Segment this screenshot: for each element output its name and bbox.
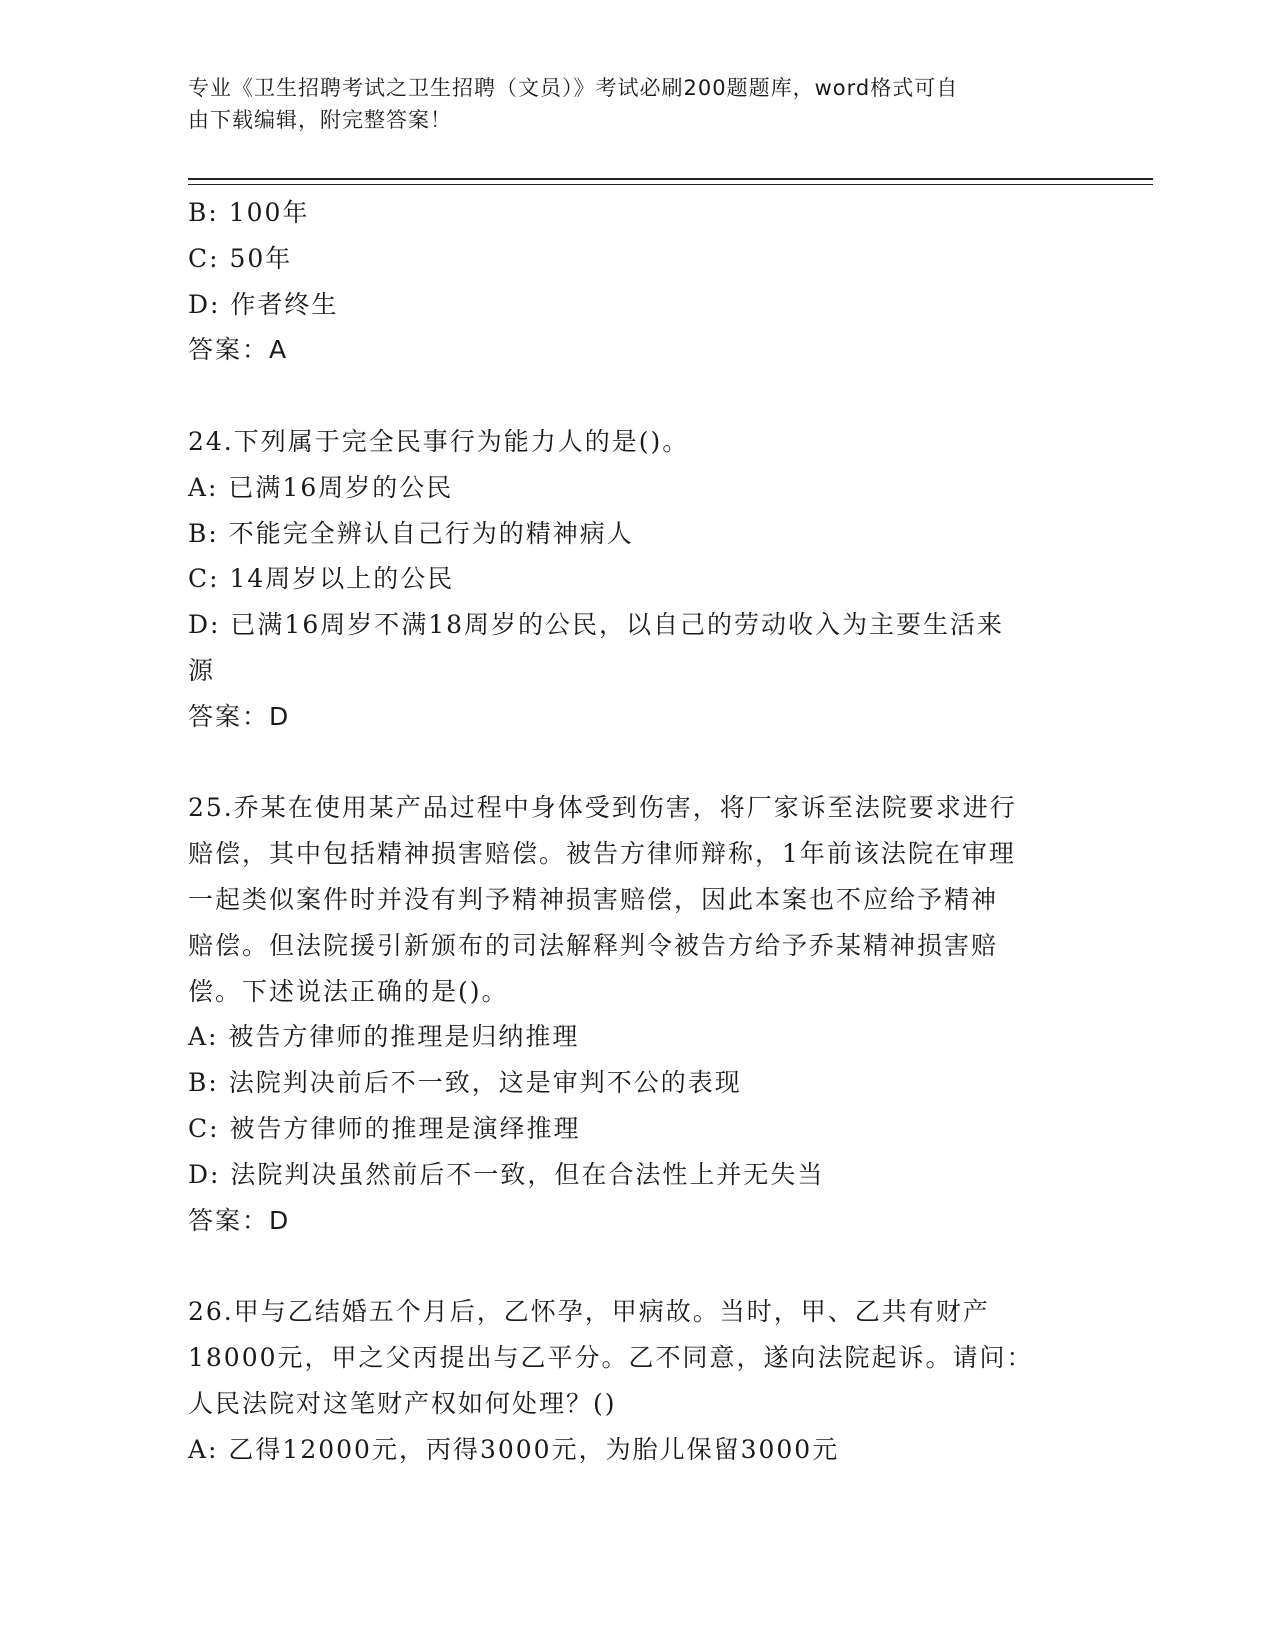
spacer — [188, 373, 1088, 419]
option-d: D: 法院判决虽然前后不一致，但在合法性上并无失当 — [188, 1159, 825, 1189]
option-d-continued: 源 — [188, 655, 216, 685]
question-stem-line-1: 26.甲与乙结婚五个月后，乙怀孕，甲病故。当时，甲、乙共有财产 — [188, 1297, 990, 1327]
question-stem-line-2: 18000元，甲之父丙提出与乙平分。乙不同意，遂向法院起诉。请问： — [188, 1342, 1034, 1372]
option-c: C: 14周岁以上的公民 — [188, 564, 455, 594]
answer-line: 答案：A — [188, 335, 289, 365]
question-stem-line-3: 人民法院对这笔财产权如何处理？() — [188, 1388, 617, 1418]
option-d: D: 作者终生 — [188, 289, 339, 319]
question-24 — [188, 419, 1088, 740]
question-stem-line-4: 赔偿。但法院援引新颁布的司法解释判令被告方给予乔某精神损害赔 — [188, 930, 999, 960]
header-line-1: 专业《卫生招聘考试之卫生招聘（文员）》考试必刷200题题库，word格式可自 — [188, 76, 959, 100]
spacer — [188, 1243, 1088, 1289]
question-stem: 24.下列属于完全民事行为能力人的是()。 — [188, 426, 690, 456]
question-list — [188, 190, 1088, 1472]
header-divider-thick — [188, 178, 1153, 180]
answer-line: 答案：D — [188, 1205, 291, 1235]
question-26 — [188, 1289, 1088, 1472]
option-b: B: 100年 — [188, 198, 310, 227]
option-d: D: 已满16周岁不满18周岁的公民，以自己的劳动收入为主要生活来 — [188, 610, 1005, 640]
question-23-continuation — [188, 190, 1088, 373]
question-stem-line-3: 一起类似案件时并没有判予精神损害赔偿，因此本案也不应给予精神 — [188, 884, 999, 914]
header-divider-thin — [188, 184, 1153, 185]
option-c: C: 被告方律师的推理是演绎推理 — [188, 1113, 581, 1143]
option-b: B: 法院判决前后不一致，这是审判不公的表现 — [188, 1068, 742, 1098]
option-a: A: 乙得12000元，丙得3000元，为胎儿保留3000元 — [188, 1434, 840, 1464]
question-25 — [188, 785, 1088, 1243]
question-stem-line-2: 赔偿，其中包括精神损害赔偿。被告方律师辩称，1年前该法院在审理 — [188, 839, 1016, 869]
option-b: B: 不能完全辨认自己行为的精神病人 — [188, 518, 634, 548]
document-header — [188, 72, 1088, 136]
question-stem-line-1: 25.乔某在使用某产品过程中身体受到伤害，将厂家诉至法院要求进行 — [188, 793, 1017, 823]
answer-line: 答案：D — [188, 701, 291, 731]
option-c: C: 50年 — [188, 243, 293, 273]
option-a: A: 被告方律师的推理是归纳推理 — [188, 1022, 580, 1052]
header-line-2: 由下载编辑，附完整答案！ — [188, 108, 452, 132]
question-stem-line-5: 偿。下述说法正确的是()。 — [188, 976, 509, 1006]
option-a: A: 已满16周岁的公民 — [188, 472, 454, 502]
spacer — [188, 740, 1088, 786]
